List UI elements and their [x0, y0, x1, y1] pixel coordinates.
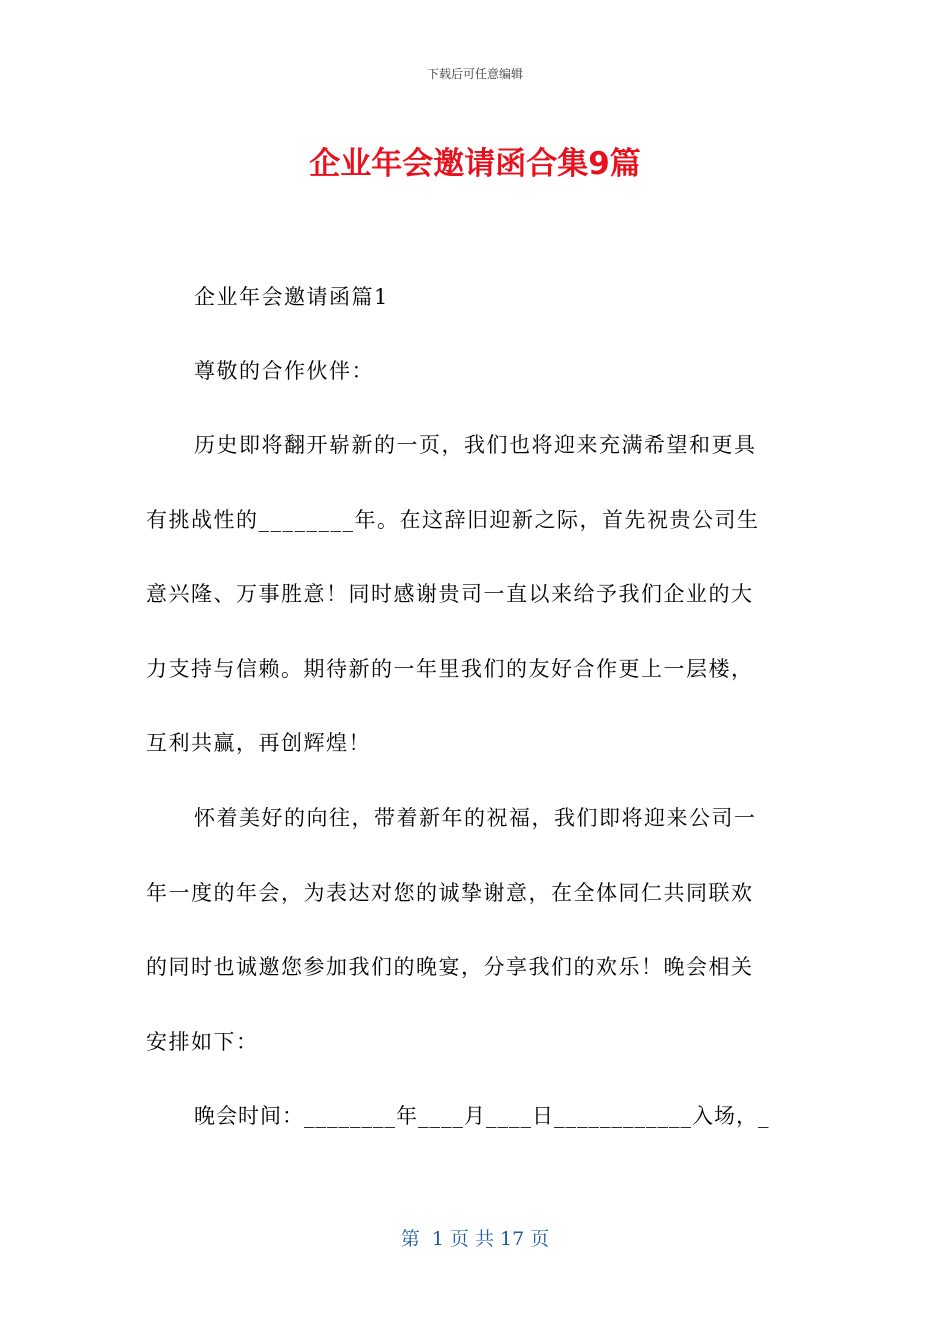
paragraph-line: 历史即将翻开崭新的一页，我们也将迎来充满希望和更具	[194, 433, 757, 457]
paragraph-line: 力支持与信赖。期待新的一年里我们的友好合作更上一层楼，	[146, 657, 754, 681]
schedule-time-line: 晚会时间：________年____月____日____________入场，_	[194, 1104, 770, 1128]
page-number-footer: 第 1 页 共 17 页	[400, 1228, 550, 1250]
paragraph-line: 意兴隆、万事胜意！同时感谢贵司一直以来给予我们企业的大	[146, 582, 754, 606]
paragraph-line: 安排如下：	[146, 1030, 259, 1054]
document-title: 企业年会邀请函合集9篇	[309, 146, 641, 182]
paragraph-line: 怀着美好的向往，带着新年的祝福，我们即将迎来公司一	[194, 806, 757, 830]
paragraph-line: 互利共赢，再创辉煌！	[146, 731, 371, 755]
paragraph-line: 的同时也诚邀您参加我们的晚宴，分享我们的欢乐！晚会相关	[146, 955, 754, 979]
paragraph-line: 有挑战性的________年。在这辞旧迎新之际，首先祝贵公司生	[146, 508, 760, 532]
page-header-note: 下载后可任意编辑	[426, 67, 523, 81]
section-heading: 企业年会邀请函篇1	[194, 285, 389, 309]
salutation: 尊敬的合作伙伴：	[194, 359, 374, 383]
paragraph-line: 年一度的年会，为表达对您的诚挚谢意，在全体同仁共同联欢	[146, 881, 754, 905]
